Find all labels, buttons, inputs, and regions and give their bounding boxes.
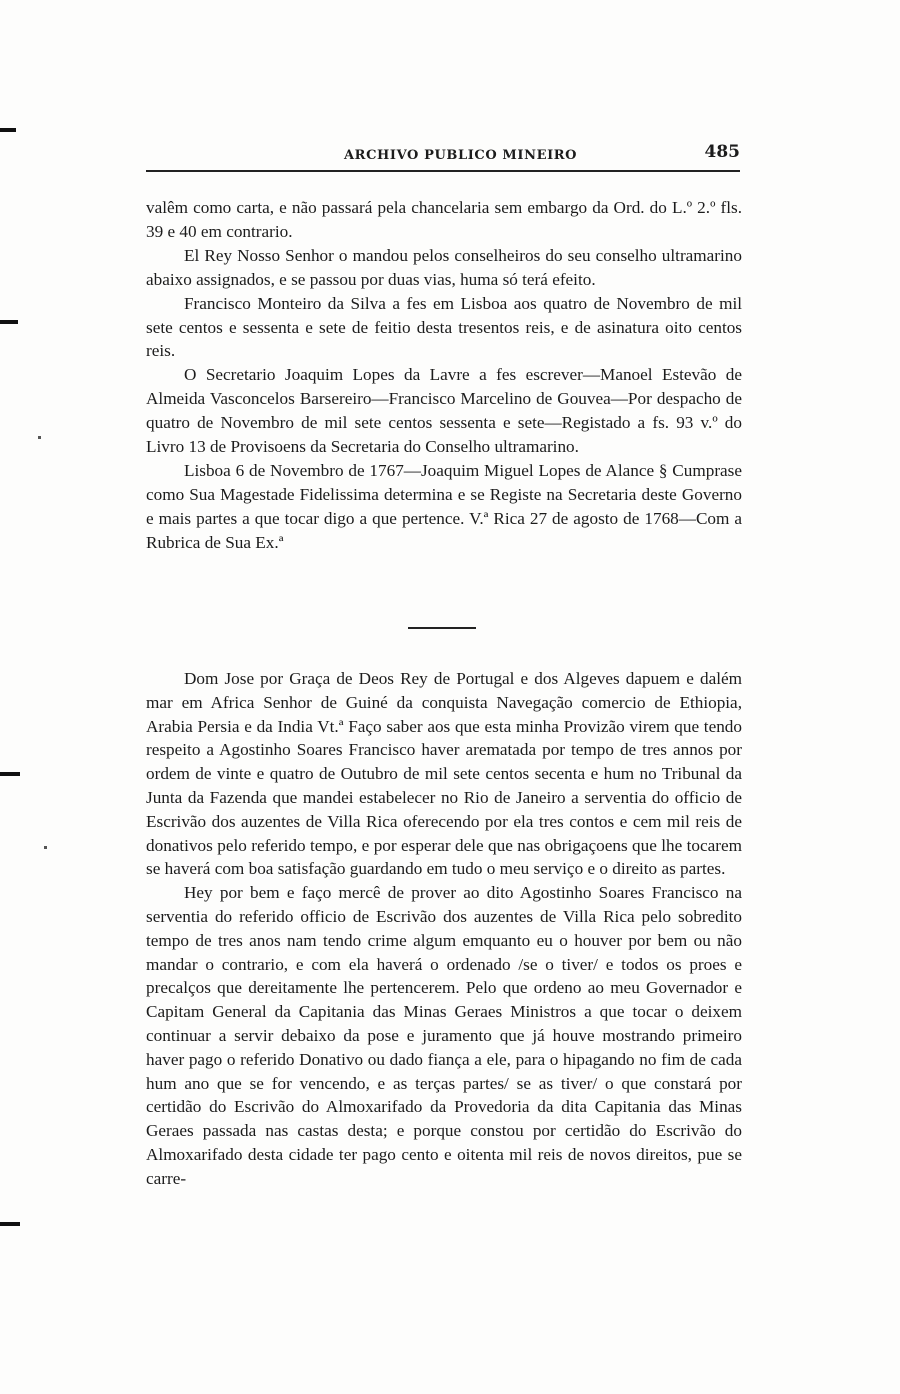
- paragraph: O Secretario Joaquim Lopes da Lavre a fes escrever—Manoel Estevão de Almeida Vasconcelos Barsereiro—Francisco Marcelino de Gouvea—Por despacho de quatro de Novembro de mil sete centos sessenta e sete—Registado a fs. 93 v.º do Livro 13 de Provisoens da Secretaria do Conselho ultramarino.: [146, 365, 742, 457]
- section-divider: [408, 627, 476, 629]
- scan-mark: [0, 772, 20, 776]
- paragraph: El Rey Nosso Senhor o mandou pelos conselheiros do seu conselho ultramarino abaixo assignados, e se passou por duas vias, huma só terá efeito.: [146, 245, 742, 289]
- paragraph: Francisco Monteiro da Silva a fes em Lisboa aos quatro de Novembro de mil sete centos e sessenta e sete de feitio desta tresentos reis, e de asinatura oito centos reis.: [146, 293, 742, 361]
- scan-speck: [44, 846, 47, 849]
- scan-mark: [0, 128, 16, 132]
- header-rule: [146, 170, 740, 172]
- paragraph: Hey por bem e faço mercê de prover ao dito Agostinho Soares Francisco na serventia do referido officio de Escrivão dos auzentes de Villa Rica pelo sobredito tempo de tres anos nam tendo crime algum emquanto eu o houver por bem ou não mandar o contrario, e com ela haverá o ordenado /se o tiver/ e todos os proes e precalços que dereitamente lhe pertencerem. Pelo que ordeno ao meu Governador e Capitam General da Capitania das Minas Geraes Ministros a que tocar o deixem continuar a servir debaixo da pose e juramento que já houve mostrando primeiro haver pago o referido Donativo ou dado fiança a ele, para o hipagando no fim de cada hum ano que se for vencendo, e as terças partes/ se as tiver/ o que constará por certidão do Escrivão do Almoxarifado da Provedoria da dita Capitania das Minas Geraes passada nas castas desta; e porque constou por certidão do Escrivão do Almoxarifado desta cidade ter pago cento e oitenta mil reis de novos direitos, pue se carre-: [146, 883, 742, 1188]
- paragraph: Lisboa 6 de Novembro de 1767—Joaquim Miguel Lopes de Alance § Cumprase como Sua Magestade Fidelissima determina e se Registe na Secretaria deste Governo e mais partes a que tocar digo a que pertence. V.ª Rica 27 de agosto de 1768—Com a Rubrica de Sua Ex.ª: [146, 460, 742, 552]
- scan-speck: [38, 436, 41, 439]
- scan-margin-marks: [0, 0, 20, 1394]
- text-block-continuation: [146, 196, 742, 555]
- running-title: ARCHIVO PUBLICO MINEIRO: [344, 148, 578, 163]
- paragraph: Dom Jose por Graça de Deos Rey de Portugal e dos Algeves dapuem e dalém mar em Africa Senhor de Guiné da conquista Navegação comercio de Ethiopia, Arabia Persia e da India Vt.ª Faço saber aos que esta minha Provizão virem que tendo respeito a Agostinho Soares Francisco haver arematada por tempo de tres annos por ordem de vinte e quatro de Outubro de mil sete centos secenta e hum no Tribunal da Junta da Fazenda que mandei estabelecer no Rio de Janeiro a serventia do officio de Escrivão dos auzentes de Villa Rica oferecendo por ela tres contos e cem mil reis de donativos pelo referido tempo, e por esperar dele que nas obrigaçoens que lhe tocarem se haverá com boa satisfação guardando em tudo o meu serviço e o direito as partes.: [146, 669, 742, 879]
- scan-mark: [0, 320, 18, 324]
- scan-mark: [0, 1222, 20, 1226]
- page-header: [146, 140, 740, 170]
- text-block-provision: [146, 667, 742, 1191]
- paragraph: valêm como carta, e não passará pela chancelaria sem embargo da Ord. do L.º 2.º fls. 39 e 40 em contrario.: [146, 198, 742, 241]
- page-number: 485: [704, 142, 740, 162]
